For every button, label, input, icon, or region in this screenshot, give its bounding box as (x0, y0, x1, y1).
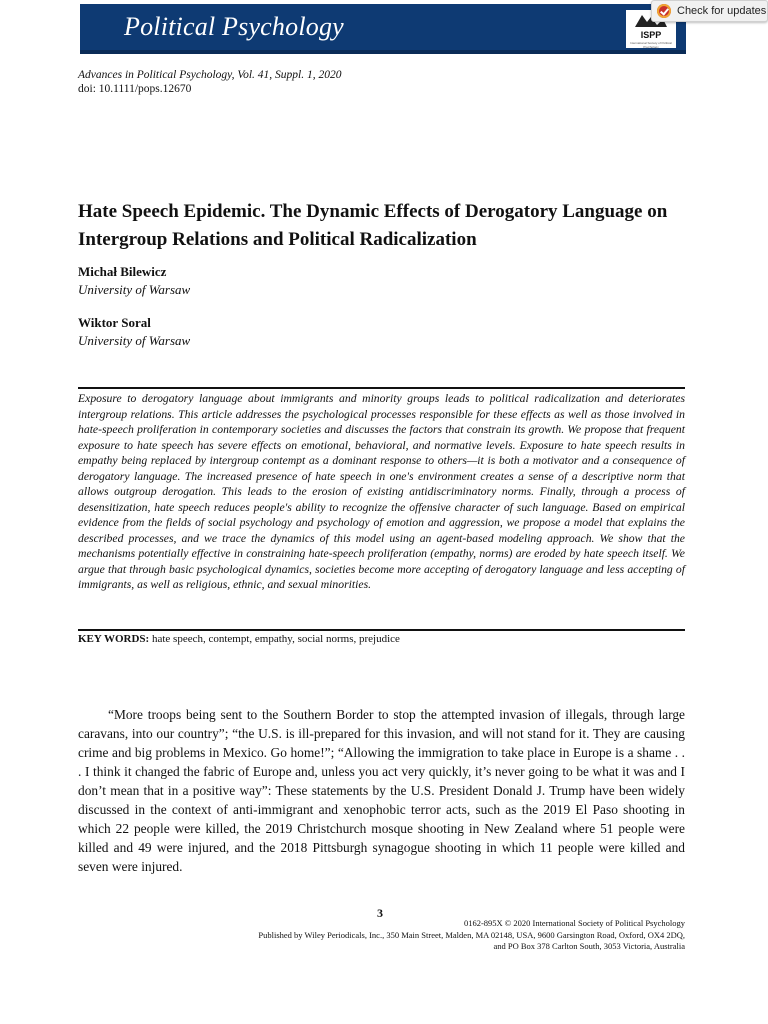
author-2 (78, 314, 190, 350)
publisher-footer (165, 918, 685, 953)
keywords (78, 632, 685, 646)
page-number: 3 (377, 906, 383, 920)
body-paragraph: “More troops being sent to the Southern Border to stop the attempted invasion of illegals, through large caravans, into our country”; “the U.S. is ill-prepared for this invasion, and will not stand for it. They are causing crime and big problems in Mexico. Go home!”; “Allowing the immigration to take place in Europe is a shame . . . I think it changed the fabric of Europe and, unless you act very quickly, it’s never going to be what it was and I don’t mean that in a positive way”: These statements by the U.S. President Donald J. Trump have been widely discussed in the context of anti-immigrant and xenophobic terror acts, such as the 2019 El Paso shooting in which 22 people were killed, the 2019 Christchurch mosque shooting in New Zealand where 51 people were killed and 49 were injured, and the 2018 Pittsburgh synagogue shooting in which 11 people were killed and seven were injured. (78, 707, 685, 874)
issn-line: 0162-895X © 2020 International Society of Political Psychology (463, 918, 685, 928)
journal-banner (80, 4, 686, 54)
abstract-bottom-rule (78, 629, 685, 631)
abstract: Exposure to derogatory language about immigrants and minority groups leads to political radicalization and deteriorates intergroup relations. This article addresses the psychological processes responsible for these effects as well as those involved in hate-speech proliferation in contemporary societies and discusses the factors that constrain its growth. We propose that frequent exposure to hate speech has severe effects on emotional, behavioral, and normative levels. Exposure to hate speech results in empathy being replaced by intergroup contempt as a dominant response to others—it is both a motivator and a consequence of derogatory language. The increased presence of hate speech in one's environment creates a sense of a descriptive norm that allows outgroup derogation. This leads to the erosion of existing antidiscriminatory norms. Finally, through a process of desensitization, hate speech reduces people's ability to recognize the offensive character of such language. Based on empirical evidence from the fields of social psychology and psychology of emotion and aggression, we propose a model that explains the described processes, and we trace the dynamics of this model using an agent-based modeling approach. We show that the mechanisms potentially effective in constraining hate-speech proliferation (empathy, norms) are eroded by hate speech itself. We argue that through basic psychological dynamics, societies become more accepting of derogatory language and less accepting of immigrants, as well as religious, ethnic, and sexual minorities. (78, 392, 685, 591)
check-for-updates-button[interactable] (651, 0, 768, 22)
check-badge-icon (657, 4, 671, 18)
article-title: Hate Speech Epidemic. The Dynamic Effects of Derogatory Language on Intergroup Relations and Political Radicalization (78, 201, 668, 250)
doi[interactable]: doi: 10.1111/pops.12670 (78, 83, 192, 95)
author-affiliation: University of Warsaw (78, 333, 191, 348)
abstract-top-rule (78, 387, 685, 389)
author-name: Michał Bilewicz (78, 264, 167, 279)
keywords-list: hate speech, contempt, empathy, social norms, prejudice (151, 633, 400, 645)
author-affiliation: University of Warsaw (78, 282, 191, 297)
citation: Advances in Political Psychology, Vol. 41, Suppl. 1, 2020 (78, 69, 342, 81)
publisher-line: Published by Wiley Periodicals, Inc., 350 Main Street, Malden, MA 02148, USA, 9600 Garsington Road, Oxford, OX4 2DQ, (258, 929, 685, 940)
keywords-label: KEY WORDS: (78, 633, 150, 645)
check-for-updates-label: Check for updates (677, 5, 767, 17)
author-1 (78, 263, 190, 299)
address-line: and PO Box 378 Carlton South, 3053 Victoria, Australia (493, 941, 685, 951)
author-name: Wiktor Soral (78, 315, 151, 330)
logo-subtext: International Society of Political Psychology (630, 41, 672, 49)
journal-title: Political Psychology (124, 12, 344, 41)
logo-text: ISPP (640, 30, 662, 40)
article-meta (78, 68, 342, 96)
